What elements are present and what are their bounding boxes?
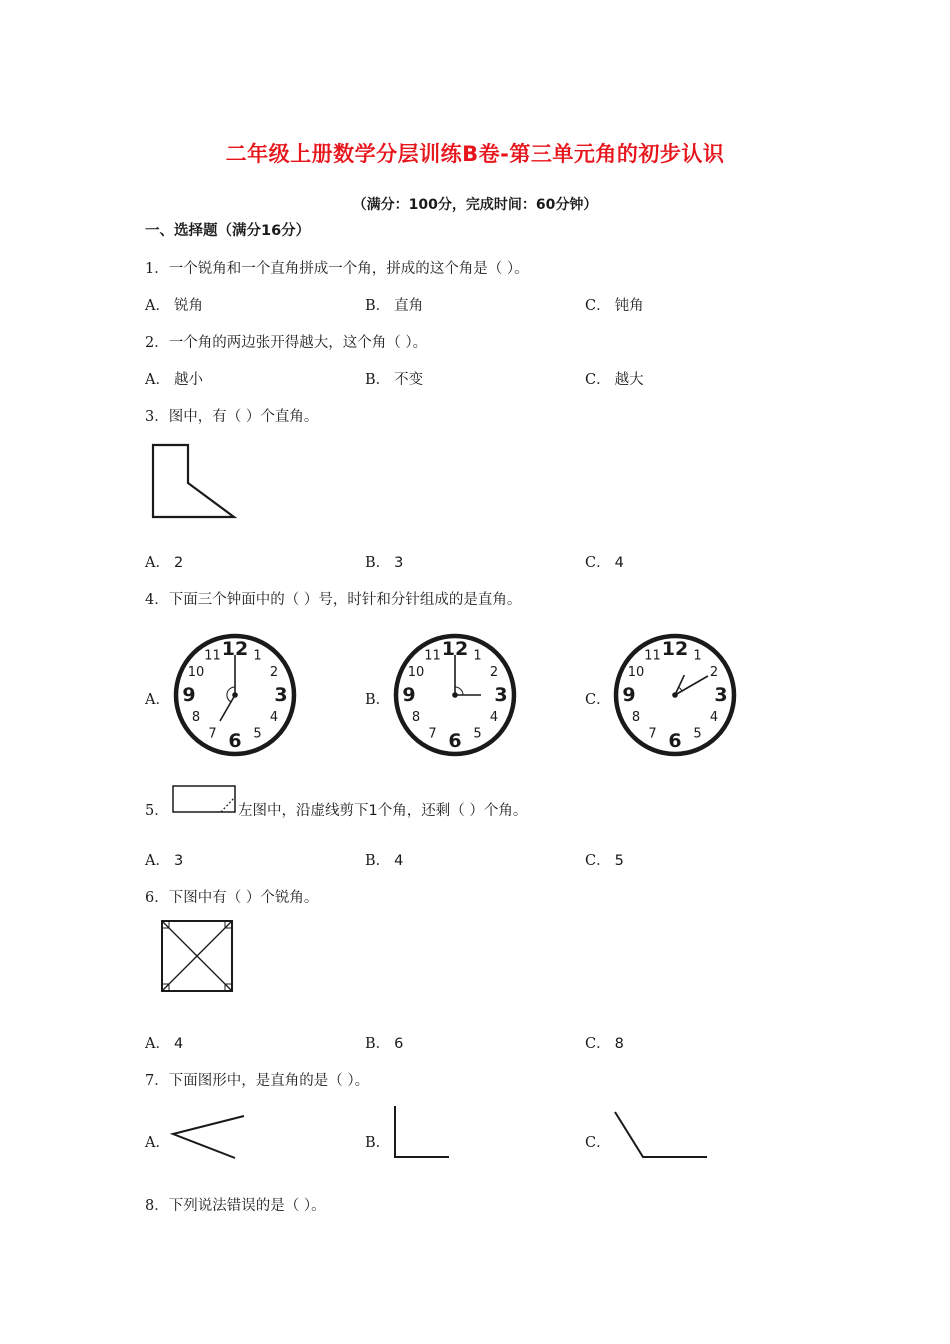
clock-number: 8 xyxy=(191,710,201,725)
page-title: 二年级上册数学分层训练B卷-第三单元角的初步认识 xyxy=(225,142,725,166)
clock-number: 3 xyxy=(494,684,508,706)
clock-number: 6 xyxy=(228,730,242,752)
clock-number: 4 xyxy=(709,710,719,725)
clock-number: 11 xyxy=(644,648,661,664)
question-8: 8．下列说法错误的是（ ）。 xyxy=(145,1198,326,1214)
clock-number: 2 xyxy=(489,665,499,680)
clock-number: 12 xyxy=(661,638,689,660)
q3-option-c[interactable]: C． 4 xyxy=(585,555,624,571)
square-diagonals-figure xyxy=(160,919,234,993)
question-7: 7．下面图形中，是直角的是（ ）。 xyxy=(145,1073,370,1089)
q2-option-a[interactable]: A． 越小 xyxy=(145,372,203,388)
clock-number: 2 xyxy=(269,665,279,680)
clock-number: 5 xyxy=(473,726,482,742)
q4-option-b[interactable]: B． xyxy=(365,692,391,708)
page-subtitle: （满分：100分，完成时间：60分钟） xyxy=(352,197,598,213)
right-angle-figure xyxy=(392,1104,452,1162)
obtuse-angle-figure xyxy=(612,1110,710,1162)
q7-option-a[interactable]: A． xyxy=(145,1135,170,1151)
clock-a-figure xyxy=(170,630,300,760)
q4-option-c[interactable]: C． xyxy=(585,692,611,708)
clock-number: 7 xyxy=(428,726,437,742)
question-3: 3．图中，有（ ）个直角。 xyxy=(145,409,319,425)
q5-option-c[interactable]: C． 5 xyxy=(585,853,624,869)
clock-number: 7 xyxy=(208,726,217,742)
q3-option-b[interactable]: B． 3 xyxy=(365,555,404,571)
clock-number: 11 xyxy=(424,648,441,664)
clock-number: 12 xyxy=(221,638,249,660)
q1-option-b[interactable]: B． 直角 xyxy=(365,298,424,314)
clock-number: 10 xyxy=(187,665,205,680)
q2-option-c[interactable]: C． 越大 xyxy=(585,372,644,388)
clock-number: 12 xyxy=(441,638,469,660)
clock-center xyxy=(672,692,678,698)
clock-c-figure xyxy=(610,630,740,760)
clock-number: 6 xyxy=(448,730,462,752)
boot-shape-figure xyxy=(150,443,240,523)
clock-number: 7 xyxy=(648,726,657,742)
q6-option-b[interactable]: B． 6 xyxy=(365,1036,404,1052)
clock-number: 3 xyxy=(274,684,288,706)
question-2: 2．一个角的两边张开得越大，这个角（ ）。 xyxy=(145,335,428,351)
clock-number: 4 xyxy=(269,710,279,725)
section-heading: 一、选择题（满分16分） xyxy=(145,223,311,239)
clock-number: 1 xyxy=(693,648,702,664)
q6-option-c[interactable]: C． 8 xyxy=(585,1036,624,1052)
q5-option-a[interactable]: A． 3 xyxy=(145,853,184,869)
clock-number: 10 xyxy=(407,665,425,680)
cut-rectangle-figure xyxy=(171,784,237,814)
question-4: 4．下面三个钟面中的（ ）号，时针和分针组成的是直角。 xyxy=(145,592,522,608)
clock-number: 9 xyxy=(622,684,636,706)
clock-number: 1 xyxy=(473,648,482,664)
question-6: 6．下图中有（ ）个锐角。 xyxy=(145,890,319,906)
q7-option-c[interactable]: C． xyxy=(585,1135,611,1151)
clock-number: 1 xyxy=(253,648,262,664)
clock-number: 9 xyxy=(402,684,416,706)
q2-option-b[interactable]: B． 不变 xyxy=(365,372,424,388)
q1-option-a[interactable]: A． 锐角 xyxy=(145,298,203,314)
clock-b-figure xyxy=(390,630,520,760)
clock-center xyxy=(232,692,238,698)
q3-option-a[interactable]: A． 2 xyxy=(145,555,184,571)
clock-number: 3 xyxy=(714,684,728,706)
q6-option-a[interactable]: A． 4 xyxy=(145,1036,184,1052)
question-1: 1．一个锐角和一个直角拼成一个角，拼成的这个角是（ ）。 xyxy=(145,261,529,277)
clock-number: 9 xyxy=(182,684,196,706)
question-5: 5． xyxy=(145,803,169,819)
q1-option-c[interactable]: C． 钝角 xyxy=(585,298,644,314)
q5-option-b[interactable]: B． 4 xyxy=(365,853,404,869)
clock-number: 5 xyxy=(253,726,262,742)
question-5-text: 左图中，沿虚线剪下1个角，还剩（ ）个角。 xyxy=(238,803,528,819)
clock-number: 11 xyxy=(204,648,221,664)
clock-number: 10 xyxy=(627,665,645,680)
clock-number: 5 xyxy=(693,726,702,742)
q7-option-b[interactable]: B． xyxy=(365,1135,391,1151)
clock-number: 8 xyxy=(631,710,641,725)
clock-number: 4 xyxy=(489,710,499,725)
clock-center xyxy=(452,692,458,698)
q4-option-a[interactable]: A． xyxy=(145,692,170,708)
acute-angle-figure xyxy=(170,1113,248,1161)
clock-number: 2 xyxy=(709,665,719,680)
clock-number: 8 xyxy=(411,710,421,725)
clock-number: 6 xyxy=(668,730,682,752)
